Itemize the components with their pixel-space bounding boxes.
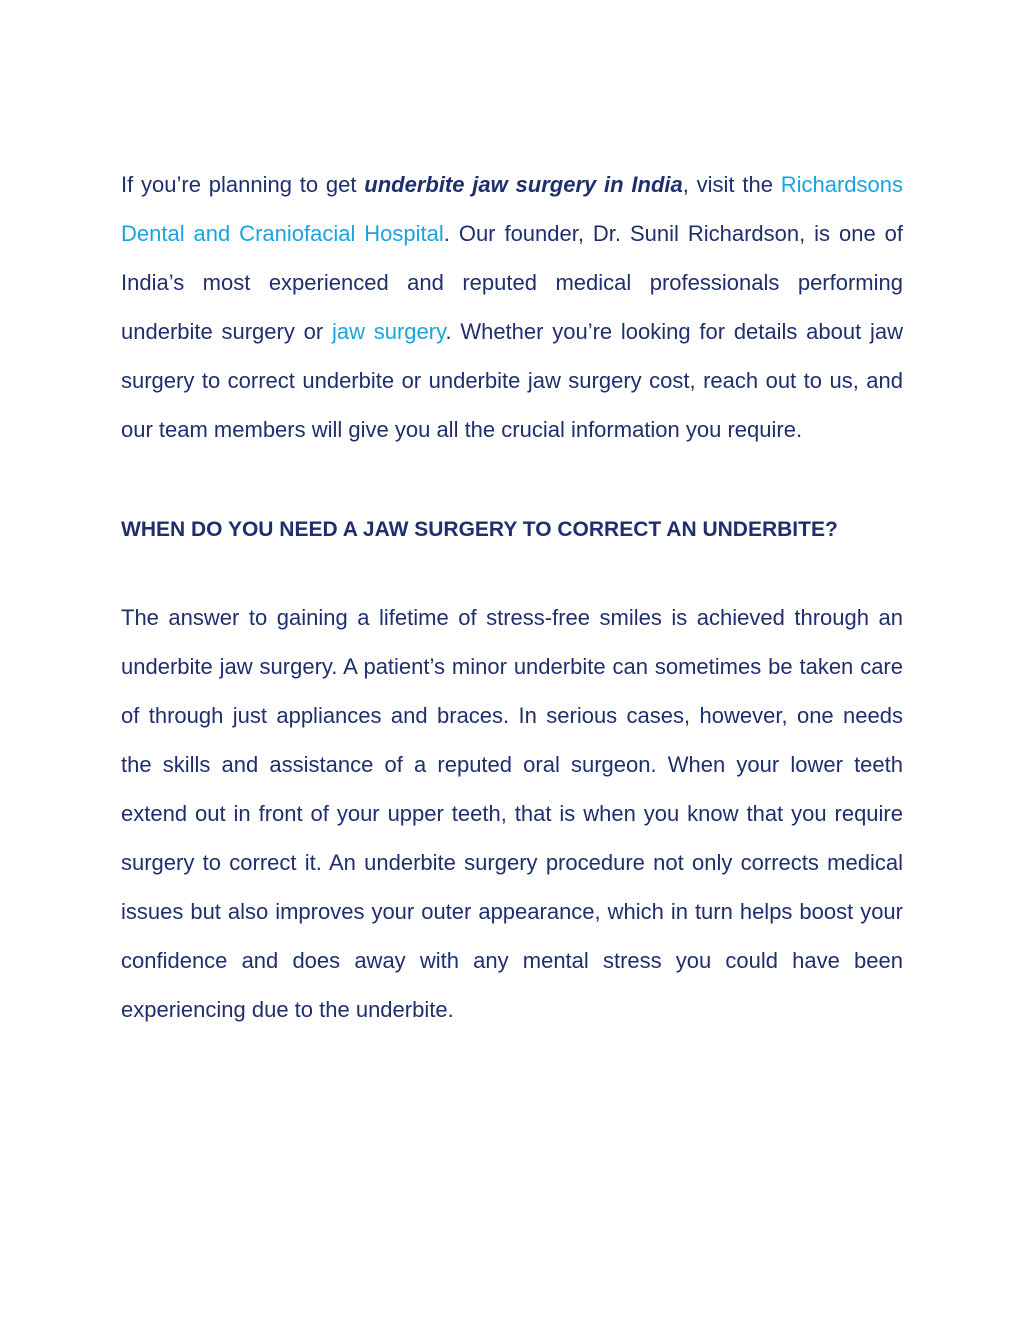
intro-text-4: . Whether you’re looking for details about jaw surgery to correct underbite or underbite jaw surgery cost, reach out to us, and our team members will give you all the crucial information you require. bbox=[121, 319, 903, 442]
intro-text-2: , visit the bbox=[682, 172, 781, 197]
intro-text-1: If you’re planning to get bbox=[121, 172, 365, 197]
intro-emphasis: underbite jaw surgery in India bbox=[364, 172, 683, 197]
intro-text-3: . Our founder, Dr. Sunil Richardson, is one of India’s most experienced and reputed medical professionals performing underbite surgery or bbox=[121, 221, 903, 344]
section-heading: WHEN DO YOU NEED A JAW SURGERY TO CORRECT AN UNDERBITE? bbox=[121, 518, 838, 541]
document-page bbox=[121, 160, 903, 1034]
intro-paragraph bbox=[121, 160, 903, 454]
section-paragraph: The answer to gaining a lifetime of stress-free smiles is achieved through an underbite jaw surgery. A patient’s minor underbite can sometimes be taken care of through just appliances and braces. In serious cases, however, one needs the skills and assistance of a reputed oral surgeon. When your lower teeth extend out in front of your upper teeth, that is when you know that you require surgery to correct it. An underbite surgery procedure not only corrects medical issues but also improves your outer appearance, which in turn helps boost your confidence and does away with any mental stress you could have been experiencing due to the underbite. bbox=[121, 605, 903, 1022]
jaw-surgery-link[interactable]: jaw surgery bbox=[331, 319, 446, 344]
hospital-link[interactable]: Richardsons Dental and Craniofacial Hospital bbox=[121, 172, 904, 246]
